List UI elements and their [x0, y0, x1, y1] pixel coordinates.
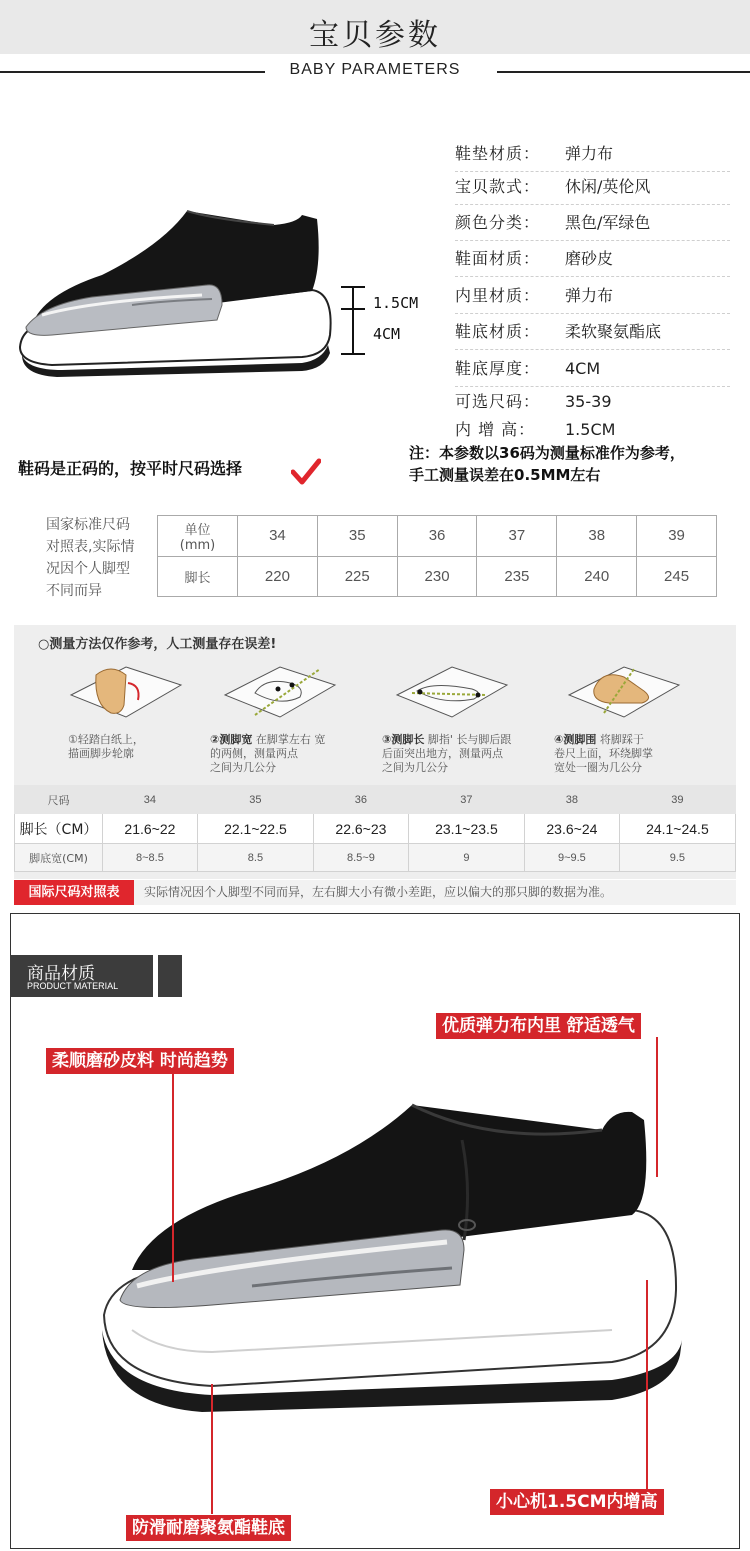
length-cell: 21.6~22: [103, 814, 198, 844]
spec-value: 休闲/英伦风: [565, 177, 651, 196]
length-cell: 230: [397, 556, 477, 597]
size-cell: 38: [524, 786, 619, 814]
length-cell: 22.1~22.5: [197, 814, 313, 844]
callout-line-upper: [172, 1072, 174, 1282]
size-cell: 34: [238, 516, 318, 557]
spec-row: [455, 278, 730, 314]
unit-label: 单位: [184, 522, 211, 538]
spec-key: 鞋底厚度：: [455, 359, 541, 378]
size-header: 尺码: [15, 786, 103, 814]
measure-step: [554, 655, 714, 805]
table-row: [158, 556, 717, 597]
spec-row: [455, 241, 730, 277]
caption-line: 对照表,实际情: [46, 539, 135, 555]
width-cell: 8.5~9: [313, 844, 408, 872]
size-table: [157, 515, 717, 597]
foot-length-icon: [392, 655, 512, 725]
measure-step: [210, 655, 370, 805]
material-heading-en: PRODUCT MATERIAL: [27, 981, 119, 991]
intl-size-text: 实际情况因个人脚型不同而异，左右脚大小有微小差距，应以偏大的那只脚的数据为准。: [144, 885, 613, 899]
size-cell: 36: [313, 786, 408, 814]
spec-key: 颜色分类：: [455, 213, 541, 232]
size-cell: 35: [197, 786, 313, 814]
width-cell: 9.5: [619, 844, 735, 872]
step-bold: ③测脚长: [382, 733, 425, 746]
panel-title: ○测量方法仅作参考，人工测量存在误差!: [38, 637, 277, 652]
length-cell: 23.1~23.5: [408, 814, 524, 844]
callout-heel: 小心机1.5CM内增高: [490, 1489, 664, 1515]
spec-key: 鞋底材质：: [455, 322, 541, 341]
size-cell: 37: [408, 786, 524, 814]
spec-value: 35-39: [565, 392, 612, 411]
foot-width-icon: [220, 655, 340, 725]
inner-height-label: 1.5CM: [373, 294, 419, 312]
step-line: ①轻踏白纸上，: [68, 733, 144, 746]
spec-key: 鞋面材质：: [455, 249, 541, 268]
width-cell: 9: [408, 844, 524, 872]
spec-value: 磨砂皮: [565, 249, 614, 268]
caption-line: 国家标准尺码: [46, 517, 130, 533]
measure-note: [409, 442, 685, 486]
step-line-text: 将脚踩于: [599, 733, 644, 746]
step-line-text: 在脚掌左右 宽: [255, 733, 326, 746]
size-cell: 34: [103, 786, 198, 814]
page-subtitle: BABY PARAMETERS: [289, 61, 461, 78]
shoe-side-image: [12, 205, 337, 390]
spec-row: [455, 314, 730, 350]
measure-size-table: [14, 785, 736, 872]
length-cell: 240: [557, 556, 637, 597]
callout-lining: 优质弹力布内里 舒适透气: [436, 1013, 641, 1039]
length-cell: 235: [477, 556, 557, 597]
spec-row: [455, 351, 730, 387]
measure-note-line: 注：本参数以36码为测量标准作为参考，: [409, 444, 685, 462]
step-line: 描画脚步轮廓: [68, 747, 134, 760]
step-line: [554, 733, 719, 747]
intl-size-bar: [14, 880, 736, 905]
length-cell: 220: [238, 556, 318, 597]
spec-row: [455, 169, 730, 205]
callout-line-heel: [646, 1280, 648, 1493]
step-line: 卷尺上面，环绕脚掌: [554, 747, 653, 760]
callout-line-lining: [656, 1037, 658, 1177]
table-row: [15, 814, 736, 844]
spec-value: 弹力布: [565, 144, 614, 163]
table-row: [15, 786, 736, 814]
foot-circumference-icon: [564, 655, 684, 725]
size-cell: 36: [397, 516, 477, 557]
spec-key: 内里材质：: [455, 286, 541, 305]
spec-key: 内 增 高：: [455, 420, 536, 439]
step-text: [382, 733, 547, 775]
callout-sole: 防滑耐磨聚氨酯鞋底: [126, 1515, 291, 1541]
length-cell: 23.6~24: [524, 814, 619, 844]
measure-step: [56, 655, 216, 805]
step-line: [382, 733, 547, 747]
step-line: 的两侧，测量两点: [210, 747, 298, 760]
material-heading-cn: 商品材质: [27, 964, 95, 984]
size-cell: 38: [557, 516, 637, 557]
width-cell: 8.5: [197, 844, 313, 872]
spec-value: 黑色/军绿色: [565, 213, 651, 232]
step-line: 之间为几公分: [382, 761, 448, 774]
caption-line: 况因个人脚型: [46, 561, 130, 577]
measure-step: [382, 655, 542, 805]
step-line: 后面突出地方，测量两点: [382, 747, 503, 760]
spec-value: 4CM: [565, 359, 601, 378]
step-bold: ④测脚围: [554, 733, 597, 746]
shoe-detail-image: [92, 1090, 692, 1420]
step-bold: ②测脚宽: [210, 733, 253, 746]
spec-value: 弹力布: [565, 286, 614, 305]
size-cell: 39: [637, 516, 717, 557]
callout-upper: 柔顺磨砂皮料 时尚趋势: [46, 1048, 234, 1074]
step-text: [554, 733, 719, 775]
length-cell: 22.6~23: [313, 814, 408, 844]
spec-value: 柔软聚氨酯底: [565, 322, 662, 341]
caption-line: 不同而异: [46, 583, 102, 599]
sole-height-label: 4CM: [373, 325, 401, 343]
spec-key: 宝贝款式：: [455, 177, 541, 196]
size-table-caption: [46, 514, 150, 602]
foot-length-header: 脚长: [158, 556, 238, 597]
table-row: [158, 516, 717, 557]
width-cell: 8~8.5: [103, 844, 198, 872]
spec-row: [455, 136, 730, 172]
measure-note-line: 手工测量误差在0.5MM左右: [409, 466, 601, 484]
length-cell: 24.1~24.5: [619, 814, 735, 844]
callout-line-sole: [211, 1384, 213, 1514]
foot-trace-icon: [66, 655, 186, 725]
spec-key: 可选尺码：: [455, 392, 541, 411]
heading-accent-block: [158, 955, 182, 997]
page-title: 宝贝参数: [309, 18, 441, 53]
unit-header: [158, 516, 238, 557]
table-row: [15, 844, 736, 872]
length-cell: 245: [637, 556, 717, 597]
unit-sub-label: (mm): [179, 537, 216, 553]
size-cell: 39: [619, 786, 735, 814]
step-line: [210, 733, 375, 747]
length-header: 脚长（CM）: [15, 814, 103, 844]
intl-size-tag: 国际尺码对照表: [14, 880, 134, 905]
step-line-text: 脚指' 长与脚后跟: [427, 733, 512, 746]
height-measure-icon: [338, 285, 368, 357]
step-line: 之间为几公分: [210, 761, 276, 774]
checkmark-icon: [291, 458, 321, 486]
width-cell: 9~9.5: [524, 844, 619, 872]
spec-row: [455, 205, 730, 241]
fit-note: 鞋码是正码的，按平时尺码选择: [18, 459, 243, 478]
spec-value: 1.5CM: [565, 420, 616, 439]
material-heading: [10, 955, 153, 997]
step-text: [68, 733, 233, 761]
size-cell: 35: [317, 516, 397, 557]
spec-key: 鞋垫材质：: [455, 144, 541, 163]
width-header: 脚底宽(CM): [15, 844, 103, 872]
length-cell: 225: [317, 556, 397, 597]
size-cell: 37: [477, 516, 557, 557]
step-line: 宽处一圈为几公分: [554, 761, 642, 774]
step-text: [210, 733, 375, 775]
